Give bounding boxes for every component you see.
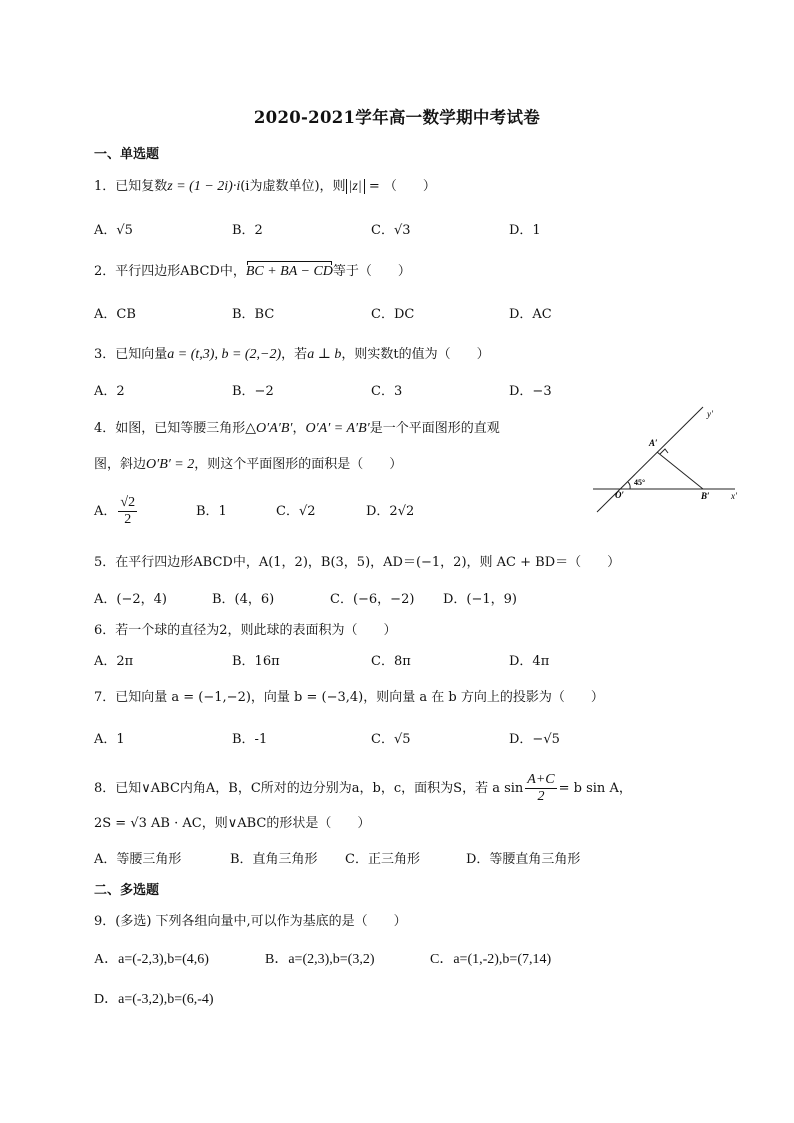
q3-mid: ，若 xyxy=(281,347,308,362)
q1-pre: 1．已知复数 xyxy=(94,179,168,194)
q4-line2-eq: O′B′ = 2 xyxy=(146,457,195,472)
question-7: 7．已知向量 a = (−1,−2)，向量 b = (−3,4)，则向量 a 在 b 方向上的投影为（ ） xyxy=(94,690,604,705)
q8-line1-post: = b sin A， xyxy=(558,781,632,796)
q1-mid: (i为虚数单位)，则 xyxy=(240,179,346,194)
q2-option-d: D．AC xyxy=(509,307,552,322)
right-angle-mark xyxy=(660,449,668,454)
q1-expr: z = (1 − 2i)·i xyxy=(167,179,241,194)
segment-ab xyxy=(657,452,703,489)
q9-option-c: C．a=(1,-2),b=(7,14) xyxy=(430,952,552,967)
question-9: 9．(多选) 下列各组向量中,可以作为基底的是（ ） xyxy=(94,914,407,929)
question-2 xyxy=(94,263,411,281)
q6-option-d: D．4π xyxy=(509,654,550,669)
q4-figure xyxy=(585,400,745,516)
q1-option-d: D．1 xyxy=(509,223,541,238)
q2-pre: 2．平行四边形ABCD中， xyxy=(94,264,246,279)
q3-option-c: C．3 xyxy=(371,384,403,399)
q2-post: 等于（ ） xyxy=(332,264,411,279)
label-y: y′ xyxy=(707,409,713,419)
q3-expr: a = (t,3), b = (2,−2) xyxy=(167,347,282,362)
section-heading-multi: 二、多选题 xyxy=(94,883,160,898)
q1-option-a: A．√5 xyxy=(94,223,133,238)
question-3 xyxy=(94,346,490,364)
q8-fraction: $\frac{A+C}{2}$ xyxy=(527,772,555,804)
q9-option-b: B．a=(2,3),b=(3,2) xyxy=(265,952,375,967)
q9-option-d: D．a=(-3,2),b=(6,-4) xyxy=(94,992,214,1007)
q3-option-b: B．−2 xyxy=(232,384,274,399)
question-1 xyxy=(94,178,436,196)
label-a: A′ xyxy=(649,438,658,448)
q5-option-a: A．(−2，4) xyxy=(94,592,167,607)
q4-option-a: A． $\frac{√2}{2}$ xyxy=(94,495,136,527)
q5-option-d: D．(−1，9) xyxy=(443,592,518,607)
q2-expr: BC + BA − CD xyxy=(245,264,333,279)
q8-option-d: D．等腰直角三角形 xyxy=(466,852,581,867)
q6-option-c: C．8π xyxy=(371,654,411,669)
y-axis xyxy=(597,407,703,512)
angle-arc xyxy=(628,482,630,489)
section-heading-single: 一、单选题 xyxy=(94,147,160,162)
q2-option-a: A．CB xyxy=(94,307,136,322)
label-o: O′ xyxy=(615,490,625,500)
q5-option-b: B．(4，6) xyxy=(212,592,275,607)
q7-option-d: D．−√5 xyxy=(509,732,560,747)
q4-option-b: B．1 xyxy=(196,504,227,519)
q3-post: ，则实数t的值为（ ） xyxy=(341,347,490,362)
q4-option-d: D．2√2 xyxy=(366,504,415,519)
q1-option-c: C．√3 xyxy=(371,223,411,238)
q6-option-a: A．2π xyxy=(94,654,134,669)
q1-abs: |z| xyxy=(346,179,365,194)
label-x: x′ xyxy=(731,491,737,501)
q1-option-b: B．2 xyxy=(232,223,263,238)
question-5: 5．在平行四边形ABCD中，A(1，2)，B(3，5)，AD＝(−1，2)，则 AC + BD＝（ ） xyxy=(94,555,621,570)
q3-option-a: A．2 xyxy=(94,384,125,399)
q9-option-a: A．a=(-2,3),b=(4,6) xyxy=(94,952,209,967)
q8-option-a: A．等腰三角形 xyxy=(94,852,182,867)
q4-option-a-fraction: $\frac{√2}{2}$ xyxy=(120,495,136,527)
q4-equality: O′A′ = A′B′ xyxy=(305,421,370,436)
q7-option-c: C．√5 xyxy=(371,732,411,747)
q4-line1-pre: 4．如图，已知等腰三角形 xyxy=(94,421,246,436)
q1-post: = （ ） xyxy=(364,179,436,194)
q2-option-b: B．BC xyxy=(232,307,275,322)
q8-option-b: B．直角三角形 xyxy=(230,852,318,867)
q4-option-c: C．√2 xyxy=(276,504,316,519)
q3-pre: 3．已知向量 xyxy=(94,347,168,362)
q3-cond: a ⊥ b xyxy=(307,347,342,362)
q8-line1: 8．已知∨ABC内角A，B，C所对的边分别为a，b，c，面积为S，若 a sin xyxy=(94,781,524,796)
q4-line1-post: 是一个平面图形的直观 xyxy=(369,421,500,436)
q8-option-c: C．正三角形 xyxy=(345,852,420,867)
label-b: B′ xyxy=(701,491,710,501)
q6-option-b: B．16π xyxy=(232,654,280,669)
question-6: 6．若一个球的直径为2，则此球的表面积为（ ） xyxy=(94,623,397,638)
q4-line2-pre: 图，斜边 xyxy=(94,457,147,472)
q5-option-c: C．(−6，−2) xyxy=(330,592,415,607)
question-4-line-2 xyxy=(94,456,402,474)
q2-option-c: C．DC xyxy=(371,307,415,322)
question-8-line-1 xyxy=(94,772,632,805)
question-8-line-2: 2S = √3 AB · AC，则∨ABC的形状是（ ） xyxy=(94,816,371,831)
q3-option-d: D．−3 xyxy=(509,384,552,399)
question-4-line-1: 4．如图，已知等腰三角形△O′A′B′，O′A′ = A′B′是一个平面图形的直观 xyxy=(94,421,500,436)
page-title: 2020-2021学年高一数学期中考试卷 xyxy=(253,108,541,127)
label-angle: 45° xyxy=(634,478,646,487)
q7-option-b: B．-1 xyxy=(232,732,268,747)
q7-option-a: A．1 xyxy=(94,732,125,747)
q4-line2-post: ，则这个平面图形的面积是（ ） xyxy=(194,457,403,472)
q4-triangle: △O′A′B′ xyxy=(245,421,293,436)
